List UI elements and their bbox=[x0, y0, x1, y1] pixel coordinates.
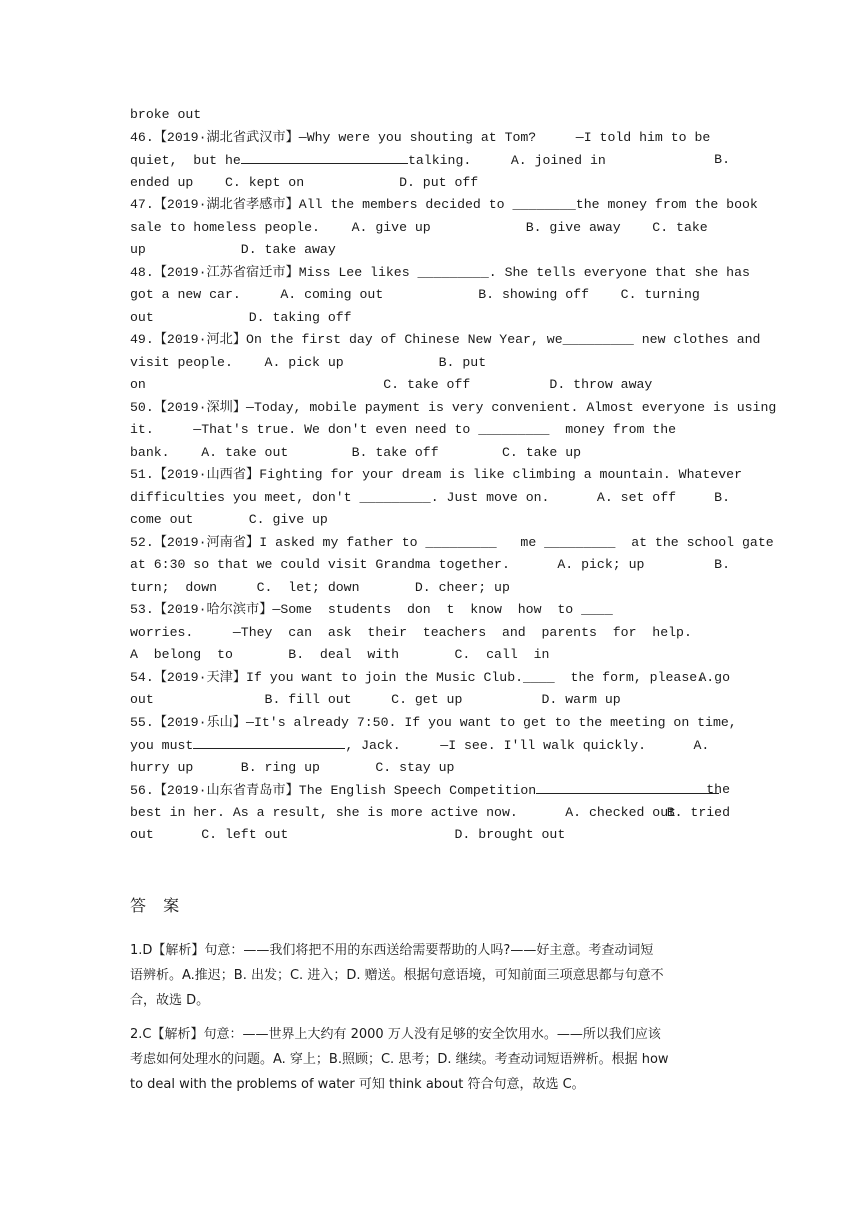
explanation-line: 语辨析。A.推迟；B. 出发；C. 进入；D. 赠送。根据句意语境，可知前面三项意思都与句意不 bbox=[130, 968, 664, 983]
question-line bbox=[130, 509, 730, 532]
question-text: visit people. A. pick up B. put bbox=[130, 354, 487, 370]
question-line bbox=[130, 307, 730, 330]
option-label: A.go bbox=[698, 669, 730, 685]
question-line bbox=[130, 757, 730, 780]
question-text: at 6:30 so that we could visit Grandma together. A. pick; up bbox=[130, 557, 645, 572]
option-label: B. bbox=[714, 489, 730, 505]
answer-blank bbox=[193, 734, 345, 749]
question-text: 52.【2019·河南省】I asked my father to _________ me _________ at the school gate bbox=[130, 534, 774, 550]
question-line bbox=[130, 667, 730, 690]
option-label: the bbox=[706, 782, 730, 797]
question-text: on C. take off D. throw away bbox=[130, 377, 653, 392]
question-line bbox=[130, 577, 730, 600]
question-line bbox=[130, 149, 730, 172]
question-line bbox=[130, 284, 730, 307]
question-text: got a new car. A. coming out B. showing off C. turning bbox=[130, 287, 700, 302]
question-line bbox=[130, 352, 730, 375]
question-line bbox=[130, 644, 730, 667]
answer-blank bbox=[241, 149, 408, 164]
question-text: out D. taking off bbox=[130, 309, 352, 325]
question-line bbox=[130, 172, 730, 195]
question-line bbox=[130, 419, 730, 442]
question-text: 46.【2019·湖北省武汉市】—Why were you shouting at Tom? —I told him to be bbox=[130, 129, 711, 145]
question-text: it. —That's true. We don't even need to _________ money from the bbox=[130, 422, 677, 437]
question-line bbox=[130, 104, 730, 127]
option-label: B. bbox=[714, 152, 730, 167]
question-line bbox=[130, 622, 730, 645]
question-line bbox=[130, 464, 742, 487]
question-line bbox=[130, 442, 730, 465]
question-line bbox=[130, 779, 730, 802]
answer-explanation-1 bbox=[130, 938, 732, 1013]
question-text-after-blank: , Jack. —I see. I'll walk quickly. A. bbox=[345, 738, 710, 753]
question-line bbox=[130, 712, 737, 735]
answer-explanation-2 bbox=[130, 1022, 732, 1097]
question-text: up D. take away bbox=[130, 242, 336, 257]
question-text-after-blank: talking. A. joined in bbox=[407, 153, 606, 168]
explanation-line: 2.C【解析】句意：——世界上大约有 2000 万人没有足够的安全饮用水。——所以我们应该 bbox=[130, 1027, 661, 1042]
question-line bbox=[130, 487, 730, 510]
explanation-line: 合，故选 D。 bbox=[130, 993, 210, 1008]
question-text: hurry up B. ring up C. stay up bbox=[130, 759, 455, 775]
question-line bbox=[130, 824, 730, 847]
explanation-line: 1.D【解析】句意：——我们将把不用的东西送给需要帮助的人吗?——好主意。考查动词短 bbox=[130, 943, 654, 958]
question-line bbox=[130, 194, 758, 217]
question-line bbox=[130, 217, 730, 240]
question-line bbox=[130, 802, 730, 825]
question-text: sale to homeless people. A. give up B. give away C. take bbox=[130, 219, 708, 235]
question-text: worries. —They can ask their teachers and parents for help. bbox=[130, 624, 692, 640]
question-text: 54.【2019·天津】If you want to join the Music Club.____ the form, please. bbox=[130, 669, 706, 685]
question-text: ended up C. kept on D. put off bbox=[130, 174, 479, 190]
question-line bbox=[130, 689, 730, 712]
question-text: broke out bbox=[130, 107, 202, 122]
question-list bbox=[130, 104, 777, 847]
question-text: bank. A. take out B. take off C. take up bbox=[130, 444, 582, 460]
question-text: 48.【2019·江苏省宿迁市】Miss Lee likes _________. She tells everyone that she has bbox=[130, 264, 750, 280]
option-label: B. tried bbox=[666, 804, 730, 820]
question-line bbox=[130, 554, 730, 577]
question-text: best in her. As a result, she is more active now. A. checked out bbox=[130, 804, 677, 820]
question-text: 53.【2019·哈尔滨市】—Some students don t know how to ____ bbox=[130, 602, 613, 617]
question-text: 50.【2019·深圳】—Today, mobile payment is very convenient. Almost everyone is using bbox=[130, 399, 777, 415]
question-text: out C. left out D. brought out bbox=[130, 827, 566, 842]
question-text: turn; down C. let; down D. cheer; up bbox=[130, 579, 510, 595]
question-text: 55.【2019·乐山】—It's already 7:50. If you want to get to the meeting on time, bbox=[130, 714, 737, 730]
question-line bbox=[130, 239, 730, 262]
question-line bbox=[130, 397, 777, 420]
question-text: difficulties you meet, don't _________. Just move on. A. set off bbox=[130, 489, 677, 505]
question-line bbox=[130, 329, 761, 352]
question-line bbox=[130, 599, 730, 622]
question-line bbox=[130, 262, 750, 285]
question-text: you must bbox=[130, 738, 194, 753]
question-text: quiet, but he bbox=[130, 153, 241, 168]
question-text: 51.【2019·山西省】Fighting for your dream is like climbing a mountain. Whatever bbox=[130, 467, 742, 482]
explanation-line: 考虑如何处理水的问题。A. 穿上；B.照顾；C. 思考；D. 继续。考查动词短语辨析。根据 how bbox=[130, 1052, 669, 1067]
question-line bbox=[130, 532, 774, 555]
question-text: out B. fill out C. get up D. warm up bbox=[130, 692, 621, 707]
question-text: 49.【2019·河北】On the first day of Chinese New Year, we_________ new clothes and bbox=[130, 332, 761, 347]
question-text: come out C. give up bbox=[130, 512, 328, 527]
question-line bbox=[130, 374, 730, 397]
option-label: B. bbox=[714, 557, 730, 572]
question-line bbox=[130, 127, 730, 150]
explanation-line: to deal with the problems of water 可知 think about 符合句意，故选 C。 bbox=[130, 1077, 585, 1092]
question-text: 56.【2019·山东省青岛市】The English Speech Competition bbox=[130, 783, 537, 798]
question-line bbox=[130, 734, 730, 757]
question-text: 47.【2019·湖北省孝感市】All the members decided to ________the money from the book bbox=[130, 197, 758, 212]
question-text: A belong to B. deal with C. call in bbox=[130, 647, 550, 662]
answer-blank bbox=[536, 779, 718, 794]
answers-heading: 答 案 bbox=[130, 896, 186, 915]
